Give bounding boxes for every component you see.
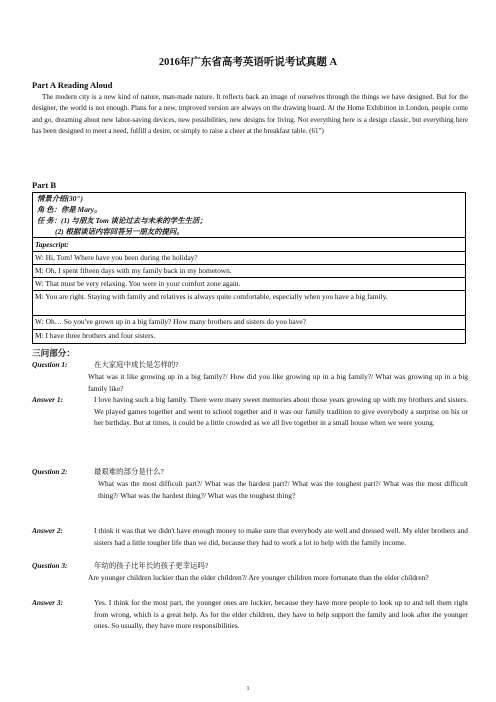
question-label: Question 1: (32, 360, 68, 369)
dialog-line: M: Oh, I spent fifteen days with my family back in my hometown. (35, 266, 232, 275)
qa-heading: 三问部分： (32, 348, 75, 358)
scenario-task-2: (2) 根据谈话内容回答另一朋友的提问。 (55, 227, 184, 236)
answer-label: Answer 2: (32, 526, 64, 535)
question-variants: Are younger children luckier than the elder children?/ Are younger children more fortunate than the elder children? (88, 573, 429, 582)
dialog-line: W: Hi, Tom! Where have you been during the holiday? (35, 253, 198, 262)
page-title: 2016年广东省高考英语听说考试真题 A (158, 57, 338, 68)
question-label: Question 3: (32, 561, 68, 570)
dialog-line: W: That must be very relaxing. You were in your comfort zone again. (35, 279, 241, 288)
question-text: 在大家庭中成长是怎样的? (94, 360, 179, 369)
dialog-line: M: I have three brothers and four sisters. (35, 331, 156, 340)
answer-text: I love having such a big family. There were many sweet memories about those years growing up with my brothers and sisters. We played games together and went to school together and it was our family tradition to give everybody a surprise on his or her birthday. But at times, it could be a little crowded as we all live together in a small house when we were young. (94, 395, 468, 428)
question-text: 最艰难的部分是什么? (94, 467, 164, 476)
part-b-heading: Part B (32, 180, 57, 190)
scenario-task-1: 任 务：(1) 与朋友 Tom 谈论过去与未来的学生生活； (37, 216, 207, 225)
part-a-passage: The modern city is a new kind of nature, man-made nature. It reflects back an image of ourselves through the things we have designed. But for the designer, the world is not enough. Plans for a new, improved version are always on the drawing board. At the Home Exhibition in London, people come and go, dreaming about new labor-saving devices, new possibilities, new designs for living. Not everything here is a design classic, but everything here has been designed to meet a need, fulfill a desire, or simply to raise a cheer at the breakfast table. (61") (32, 93, 468, 136)
answer-label: Answer 1: (32, 395, 64, 404)
dialog-line: W: Oh… So you've grown up in a big family? How many brothers and sisters do you have? (35, 317, 306, 326)
scenario-box (32, 192, 466, 238)
question-variants: What was it like growing up in a big family?/ How did you like growing up in a big family?/ What was growing up in a big family like? (88, 372, 468, 393)
answer-text: I think it was that we didn't have enough money to make sure that everybody ate well and dressed well. My elder brothers and sisters had a little tougher life than we did, because they had to work a lot to help with the family income. (94, 526, 468, 547)
question-variants: What was the most difficult part?/ What was the hardest part?/ What was the toughest part?/ What was the most difficult thing?/ What was the hardest thing?/ What was the toughest thing? (98, 479, 468, 500)
answer-text: Yes. I think for the most part, the younger ones are luckier, because they have more people to look up to and tell them right from wrong, which is a great help. As for the elder children, they have to help support the family and look after the younger ones. So usually, they have more responsibilities. (94, 598, 468, 631)
dialog-line: M: You are right. Staying with family and relatives is always quite comfortable, especially when you have a big family. (35, 292, 388, 301)
part-a-heading: Part A Reading Aloud (32, 80, 113, 90)
scenario-intro: 情景介绍(30") (37, 194, 83, 203)
tapescript-box (32, 238, 466, 344)
tapescript-label: Tapescript: (35, 240, 69, 249)
question-label: Question 2: (32, 467, 68, 476)
page-number: 1 (246, 686, 250, 692)
answer-label: Answer 3: (32, 598, 64, 607)
question-text: 年幼的孩子比年长的孩子更幸运吗? (94, 561, 209, 570)
scenario-role: 角 色：你是 Mary。 (37, 205, 102, 214)
